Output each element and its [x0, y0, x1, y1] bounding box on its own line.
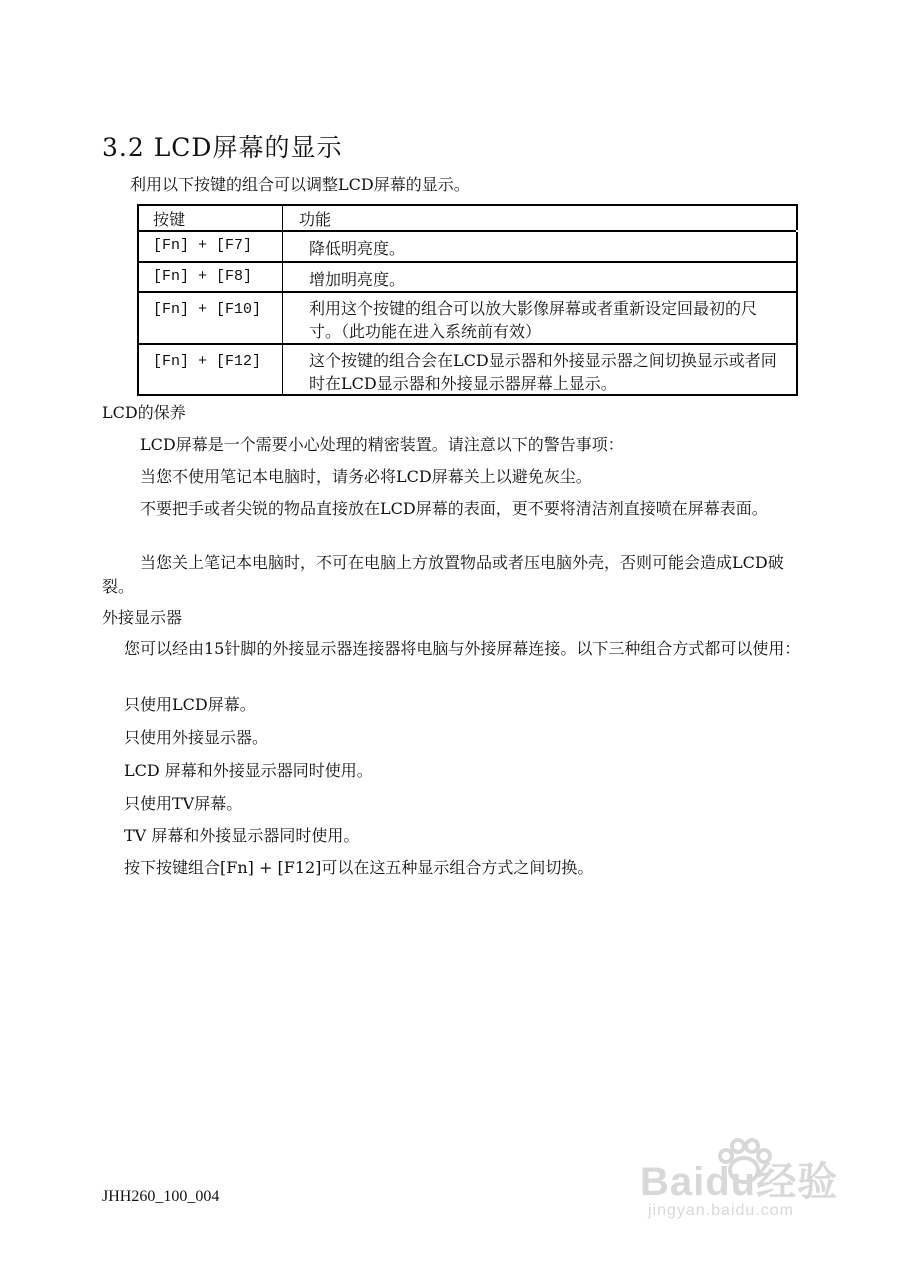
intro-text: 利用以下按键的组合可以调整LCD屏幕的显示。: [130, 175, 470, 194]
display-mode-item: 只使用外接显示器。: [124, 728, 269, 747]
table-cell-key: [Fn] + [F10]: [153, 301, 262, 318]
display-mode-item: 只使用TV屏幕。: [124, 794, 243, 813]
paw-icon: [714, 1138, 774, 1188]
table-cell-function: 这个按键的组合会在LCD显示器和外接显示器之间切换显示或者同时在LCD显示器和外接显示器屏幕上显示。: [309, 351, 777, 393]
lcd-care-heading: LCD的保养: [102, 403, 186, 422]
table-cell-key: [Fn] + [F8]: [153, 268, 253, 285]
display-mode-item: LCD 屏幕和外接显示器同时使用。: [124, 761, 373, 780]
lcd-care-paragraph: 不要把手或者尖锐的物品直接放在LCD屏幕的表面，更不要将清洁剂直接喷在屏幕表面。: [140, 499, 768, 518]
table-cell-function: 利用这个按键的组合可以放大影像屏幕或者重新设定回最初的尺寸。（此功能在进入系统前有效）: [309, 299, 758, 341]
key-function-table: [137, 204, 796, 396]
table-header-function: 功能: [299, 210, 332, 229]
table-row: [139, 345, 796, 396]
external-display-intro: 您可以经由15针脚的外接显示器连接器将电脑与外接屏幕连接。以下三种组合方式都可以使用：: [124, 639, 801, 658]
watermark-brand: Baidu经验: [640, 1160, 839, 1204]
table-header-key: 按键: [153, 210, 186, 229]
table-row: [139, 263, 796, 293]
baidu-watermark: [640, 1150, 839, 1219]
table-row: [139, 232, 796, 263]
table-cell-function: 降低明亮度。: [309, 239, 406, 258]
table-header-row: [139, 206, 796, 232]
page-title: 3.2 LCD屏幕的显示: [102, 133, 343, 162]
display-mode-item: TV 屏幕和外接显示器同时使用。: [124, 826, 360, 845]
table-cell-key: [Fn] + [F12]: [153, 353, 262, 370]
lcd-care-paragraph: LCD屏幕是一个需要小心处理的精密装置。请注意以下的警告事项：: [140, 435, 624, 454]
table-cell-function: 增加明亮度。: [309, 270, 406, 289]
table-cell-key: [Fn] + [F7]: [153, 237, 253, 254]
watermark-url: jingyan.baidu.com: [648, 1202, 794, 1219]
lcd-care-paragraph: 当您关上笔记本电脑时，不可在电脑上方放置物品或者压电脑外壳，否则可能会造成LCD破裂。: [102, 553, 784, 596]
display-mode-item: 只使用LCD屏幕。: [124, 695, 256, 714]
table-row: [139, 293, 796, 345]
footer-code: JHH260_100_004: [102, 1188, 220, 1205]
lcd-care-paragraph: 当您不使用笔记本电脑时，请务必将LCD屏幕关上以避免灰尘。: [140, 467, 592, 486]
external-display-heading: 外接显示器: [102, 608, 183, 627]
switch-note: 按下按键组合[Fn] + [F12]可以在这五种显示组合方式之间切换。: [124, 858, 594, 877]
